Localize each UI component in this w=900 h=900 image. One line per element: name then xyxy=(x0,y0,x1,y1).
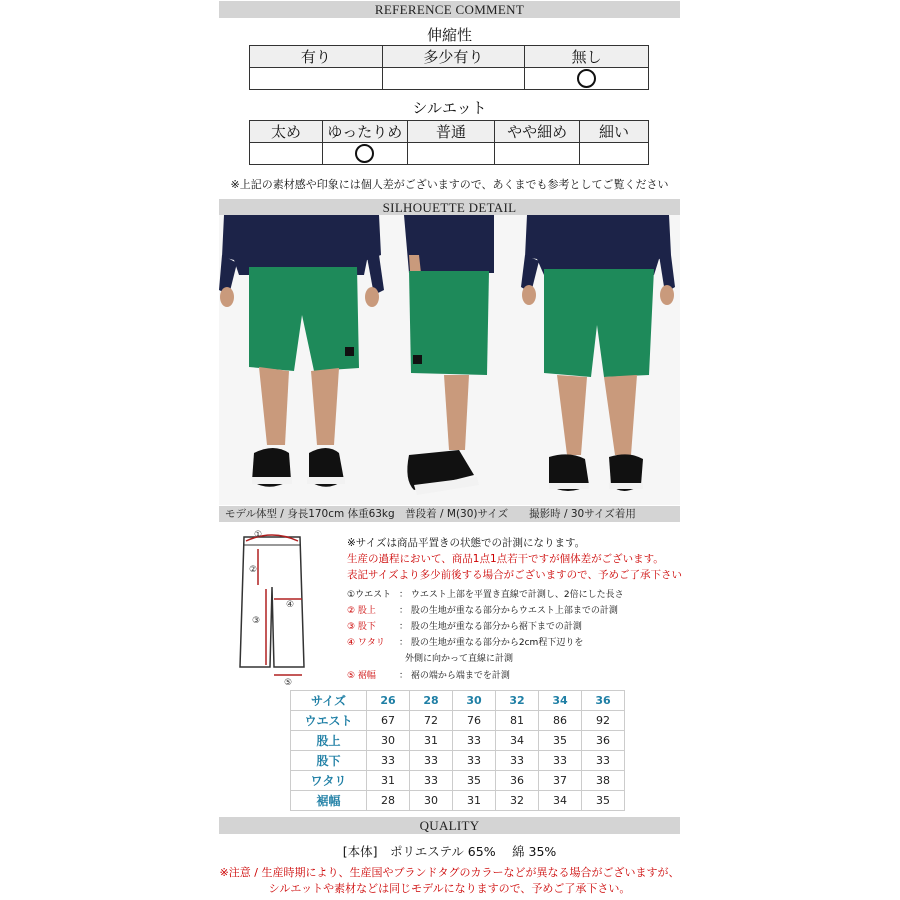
table-cell: 33 xyxy=(496,751,539,771)
measure-item: ④ ワタリ ： 股の生地が重なる部分から2cm程下辺りを xyxy=(347,635,583,648)
silhouette-cell-selected xyxy=(322,143,407,165)
measure-item: ⑤ 裾幅 ： 裾の端から端までを計測 xyxy=(347,668,510,681)
table-cell: 76 xyxy=(453,711,496,731)
row-label: ワタリ xyxy=(291,771,367,791)
silhouette-option: 細い xyxy=(579,121,648,143)
reference-comment-header: REFERENCE COMMENT xyxy=(219,1,680,18)
table-cell: 35 xyxy=(582,791,625,811)
measure-item-label: ⑤ 裾幅 xyxy=(347,671,376,681)
row-label: ウエスト xyxy=(291,711,367,731)
measure-item-desc: 外側に向かって直線に計測 xyxy=(405,654,514,664)
notice-line-2: シルエットや素材などは同じモデルになりますので、予めご了承下さい。 xyxy=(268,882,631,895)
silhouette-detail-header: SILHOUETTE DETAIL xyxy=(219,199,680,216)
table-cell: 36 xyxy=(582,731,625,751)
table-cell: 28 xyxy=(367,791,410,811)
stretch-table xyxy=(249,45,649,90)
table-cell: 33 xyxy=(539,751,582,771)
row-label: 股下 xyxy=(291,751,367,771)
measure-item-desc: 股の生地が重なる部分からウエスト上部までの計測 xyxy=(410,606,618,616)
table-cell: 37 xyxy=(539,771,582,791)
table-cell: 30 xyxy=(367,731,410,751)
table-cell: 33 xyxy=(410,751,453,771)
measure-note-3: 表記サイズより多少前後する場合がございますので、予めご了承下さい xyxy=(347,569,682,581)
size-table xyxy=(290,690,625,811)
silhouette-cell xyxy=(579,143,648,165)
table-cell: 33 xyxy=(582,751,625,771)
measurement-diagram xyxy=(232,527,312,687)
stretch-cell-selected xyxy=(525,68,649,90)
measure-item-desc: 股の生地が重なる部分から裾下までの計測 xyxy=(410,622,582,632)
size-column: 32 xyxy=(496,691,539,711)
measure-item: ①ウエスト ： ウエスト上部を平置き直線で計測し、2倍にした長さ xyxy=(347,587,624,600)
size-column: 36 xyxy=(582,691,625,711)
stretch-cell xyxy=(250,68,383,90)
measure-note-1: ※サイズは商品平置きの状態での計測になります。 xyxy=(347,537,586,549)
table-cell: 33 xyxy=(453,731,496,751)
front-view-photo xyxy=(219,215,384,505)
table-cell: 38 xyxy=(582,771,625,791)
table-cell: 67 xyxy=(367,711,410,731)
measure-item-label: ④ ワタリ xyxy=(347,638,385,648)
table-cell: 92 xyxy=(582,711,625,731)
measure-item-label: ③ 股下 xyxy=(347,622,376,632)
row-label: 裾幅 xyxy=(291,791,367,811)
silhouette-cell xyxy=(407,143,495,165)
notice-line-1: ※注意 / 生産時期により、生産国やブランドタグのカラーなどが異なる場合がございますが、 xyxy=(219,866,680,879)
silhouette-title: シルエット xyxy=(412,99,487,117)
measure-item: ③ 股下 ： 股の生地が重なる部分から裾下までの計測 xyxy=(347,619,582,632)
diagram-label: ⑤ xyxy=(284,678,293,687)
diagram-label: ① xyxy=(254,530,263,540)
silhouette-option: ゆったりめ xyxy=(322,121,407,143)
table-cell: 36 xyxy=(496,771,539,791)
table-cell: 31 xyxy=(367,771,410,791)
table-row xyxy=(291,791,625,811)
measure-item-desc: ウエスト上部を平置き直線で計測し、2倍にした長さ xyxy=(410,590,624,600)
model-info: モデル体型 / 身長170cm 体重63kg 普段着 / M(30)サイズ 撮影時 / 30サイズ着用 xyxy=(219,506,680,522)
table-row xyxy=(291,751,625,771)
silhouette-table xyxy=(249,120,649,165)
measure-note-2: 生産の過程において、商品1点1点若干ですが個体差がございます。 xyxy=(347,553,664,565)
table-cell: 34 xyxy=(496,731,539,751)
table-row xyxy=(291,771,625,791)
stretch-option: 有り xyxy=(250,46,383,68)
measure-item-desc: 股の生地が重なる部分から2cm程下辺りを xyxy=(410,638,584,648)
table-cell: 86 xyxy=(539,711,582,731)
stretch-cell xyxy=(382,68,525,90)
measure-item xyxy=(405,651,513,664)
silhouette-option: やや細め xyxy=(495,121,580,143)
measure-item-desc: 裾の端から端までを計測 xyxy=(410,671,510,681)
size-header-label: サイズ xyxy=(291,691,367,711)
size-column: 34 xyxy=(539,691,582,711)
selected-circle-icon xyxy=(577,69,596,88)
size-column: 28 xyxy=(410,691,453,711)
table-cell: 34 xyxy=(539,791,582,811)
silhouette-option: 太め xyxy=(250,121,323,143)
measure-item: ② 股上 ： 股の生地が重なる部分からウエスト上部までの計測 xyxy=(347,603,618,616)
table-cell: 33 xyxy=(453,751,496,771)
model-photos xyxy=(219,215,680,505)
material-composition: [本体] ポリエステル 65% 綿 35% xyxy=(342,844,557,859)
table-cell: 31 xyxy=(453,791,496,811)
table-cell: 35 xyxy=(453,771,496,791)
table-cell: 31 xyxy=(410,731,453,751)
side-view-photo xyxy=(399,215,499,505)
diagram-label: ④ xyxy=(286,600,295,610)
measure-item-label: ② 股上 xyxy=(347,606,376,616)
stretch-option: 無し xyxy=(525,46,649,68)
back-view-photo xyxy=(519,215,680,505)
diagram-label: ② xyxy=(249,565,258,575)
size-column: 26 xyxy=(367,691,410,711)
table-cell: 33 xyxy=(367,751,410,771)
selected-circle-icon xyxy=(355,144,374,163)
diagram-label: ③ xyxy=(252,616,261,626)
table-cell: 32 xyxy=(496,791,539,811)
silhouette-option: 普通 xyxy=(407,121,495,143)
stretch-option: 多少有り xyxy=(382,46,525,68)
size-column: 30 xyxy=(453,691,496,711)
table-cell: 30 xyxy=(410,791,453,811)
table-cell: 33 xyxy=(410,771,453,791)
table-row xyxy=(291,731,625,751)
table-cell: 72 xyxy=(410,711,453,731)
reference-note: ※上記の素材感や印象には個人差がございますので、あくまでも参考としてご覧ください xyxy=(230,178,669,191)
table-cell: 81 xyxy=(496,711,539,731)
table-row xyxy=(291,711,625,731)
row-label: 股上 xyxy=(291,731,367,751)
silhouette-cell xyxy=(250,143,323,165)
quality-header: QUALITY xyxy=(219,817,680,834)
stretch-title: 伸縮性 xyxy=(426,26,472,44)
table-cell: 35 xyxy=(539,731,582,751)
measure-item-label: ①ウエスト xyxy=(347,590,392,600)
silhouette-cell xyxy=(495,143,580,165)
